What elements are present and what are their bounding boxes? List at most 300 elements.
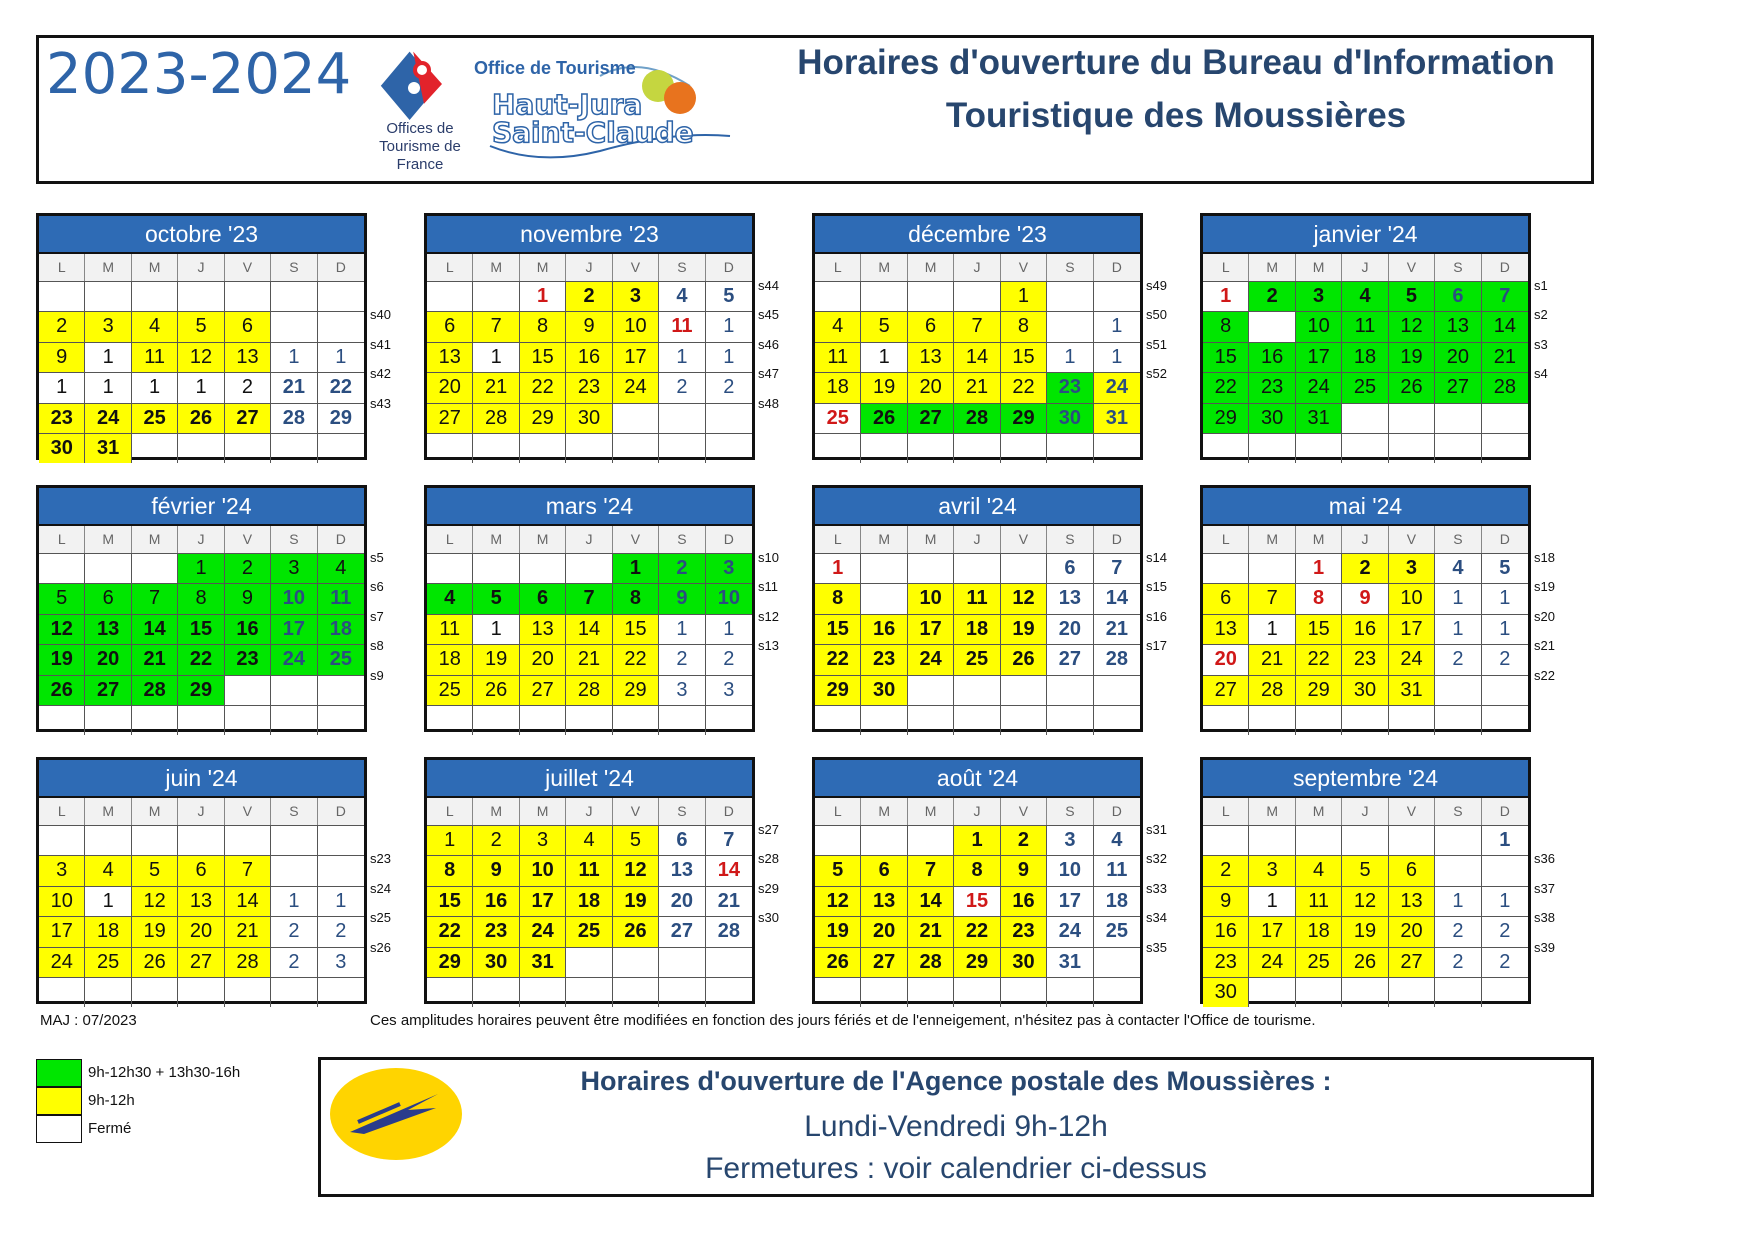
day-cell: 14 <box>1094 584 1140 613</box>
weekday-label: S <box>659 526 705 553</box>
day-cell <box>132 978 178 1007</box>
day-cell: 13 <box>225 343 271 372</box>
day-cell: 24 <box>271 645 317 674</box>
day-cell <box>1249 554 1295 583</box>
day-cell: 15 <box>427 887 473 916</box>
day-cell: 20 <box>1435 343 1481 372</box>
weekday-label: D <box>1111 531 1122 547</box>
week-row <box>39 826 364 856</box>
day-cell: 7 <box>1249 584 1295 613</box>
day-cell <box>706 978 752 1007</box>
weekday-label: J <box>178 254 224 281</box>
day-cell: 15 <box>1296 615 1342 644</box>
day-cell: 14 <box>225 887 271 916</box>
update-date: MAJ : 07/2023 <box>40 1012 137 1029</box>
day-cell <box>225 434 271 463</box>
day-cell <box>520 706 566 735</box>
day-cell: 7 <box>706 826 752 855</box>
day-cell: 24 <box>1296 373 1342 402</box>
day-cell <box>271 312 317 341</box>
day-cell: 3 <box>520 826 566 855</box>
day-cell <box>1296 706 1342 735</box>
day-cell: 28 <box>132 676 178 705</box>
day-cell: 6 <box>861 856 907 885</box>
page-title-line2: Touristique des Moussières <box>945 96 1407 135</box>
weekday-label: M <box>520 526 566 553</box>
day-cell <box>659 706 705 735</box>
day-cell: 5 <box>1482 554 1528 583</box>
day-cell: 3 <box>659 676 705 705</box>
day-cell: 2 <box>271 917 317 946</box>
day-cell: 22 <box>520 373 566 402</box>
day-cell: 12 <box>178 343 224 372</box>
day-cell: 24 <box>520 917 566 946</box>
day-cell <box>566 434 612 463</box>
day-cell: 4 <box>85 856 131 885</box>
day-cell: 13 <box>520 615 566 644</box>
month-calendar <box>812 213 1143 460</box>
week-number: s52 <box>1146 366 1167 382</box>
day-cell <box>1094 282 1140 311</box>
day-cell: 10 <box>520 856 566 885</box>
day-cell <box>861 978 907 1007</box>
day-cell <box>132 554 178 583</box>
day-cell: 13 <box>861 887 907 916</box>
day-cell: 22 <box>613 645 659 674</box>
day-cell: 13 <box>178 887 224 916</box>
day-cell <box>1249 706 1295 735</box>
day-cell <box>706 434 752 463</box>
week-row <box>1203 584 1528 614</box>
day-cell: 1 <box>473 343 519 372</box>
day-cell: 20 <box>1203 645 1249 674</box>
day-cell: 22 <box>178 645 224 674</box>
week-row <box>1203 856 1528 886</box>
day-cell: 1 <box>659 343 705 372</box>
day-cell: 12 <box>39 615 85 644</box>
day-cell: 6 <box>1047 554 1093 583</box>
day-cell: 13 <box>1435 312 1481 341</box>
weekday-label: V <box>1001 798 1047 825</box>
day-cell: 3 <box>1389 554 1435 583</box>
day-cell: 25 <box>815 404 861 433</box>
day-cell: 17 <box>1047 887 1093 916</box>
day-cell <box>954 978 1000 1007</box>
week-row <box>39 404 364 434</box>
weekday-label: V <box>613 254 659 281</box>
week-row <box>1203 948 1528 978</box>
day-cell <box>1482 434 1528 463</box>
weekday-label: D <box>335 531 346 547</box>
day-cell <box>271 706 317 735</box>
day-cell <box>1342 706 1388 735</box>
weekday-label: S <box>271 798 317 825</box>
day-cell <box>1047 676 1093 705</box>
day-cell <box>178 826 224 855</box>
week-row <box>1203 554 1528 584</box>
week-number: s45 <box>758 307 779 323</box>
weekday-label: L <box>815 798 861 825</box>
day-cell <box>318 676 364 705</box>
day-cell <box>271 434 317 463</box>
day-cell: 8 <box>1203 312 1249 341</box>
day-cell <box>39 826 85 855</box>
month-calendar <box>424 757 755 1004</box>
week-row <box>1203 826 1528 856</box>
day-cell: 7 <box>132 584 178 613</box>
day-cell <box>1047 282 1093 311</box>
day-cell: 21 <box>1094 615 1140 644</box>
weekday-label: J <box>954 254 1000 281</box>
day-cell: 9 <box>39 343 85 372</box>
week-number: s36 <box>1534 851 1555 867</box>
day-cell <box>1296 978 1342 1007</box>
week-number: s30 <box>758 910 779 926</box>
day-cell <box>1296 826 1342 855</box>
day-cell: 10 <box>1296 312 1342 341</box>
day-cell: 2 <box>659 373 705 402</box>
day-cell <box>908 978 954 1007</box>
weekday-header <box>815 526 1140 554</box>
day-cell: 28 <box>954 404 1000 433</box>
day-cell <box>132 706 178 735</box>
day-cell: 23 <box>1249 373 1295 402</box>
weekday-label: M <box>520 798 566 825</box>
day-cell: 4 <box>1435 554 1481 583</box>
weekday-label: S <box>659 798 705 825</box>
day-cell: 29 <box>1296 676 1342 705</box>
day-cell: 21 <box>1482 343 1528 372</box>
day-cell: 9 <box>566 312 612 341</box>
day-cell: 13 <box>1203 615 1249 644</box>
day-cell: 27 <box>1047 645 1093 674</box>
weekday-label: J <box>566 798 612 825</box>
week-number: s15 <box>1146 579 1167 595</box>
day-cell <box>225 826 271 855</box>
day-cell: 16 <box>566 343 612 372</box>
day-cell <box>318 826 364 855</box>
day-cell <box>1047 434 1093 463</box>
week-number: s41 <box>370 336 391 352</box>
day-cell: 21 <box>271 373 317 402</box>
offices-de-tourisme-logo <box>370 48 480 120</box>
day-cell: 20 <box>659 887 705 916</box>
day-cell <box>1389 826 1435 855</box>
day-cell: 11 <box>566 856 612 885</box>
weekday-label: V <box>225 254 271 281</box>
day-cell: 8 <box>815 584 861 613</box>
day-cell: 20 <box>427 373 473 402</box>
week-number: s12 <box>758 608 779 624</box>
month-title: février '24 <box>39 488 364 526</box>
day-cell: 18 <box>1296 917 1342 946</box>
day-cell: 1 <box>1482 826 1528 855</box>
day-cell: 1 <box>318 887 364 916</box>
weekday-header <box>427 254 752 282</box>
day-cell: 5 <box>706 282 752 311</box>
day-cell <box>271 676 317 705</box>
day-cell: 6 <box>659 826 705 855</box>
day-cell <box>1389 404 1435 433</box>
day-cell: 20 <box>1047 615 1093 644</box>
day-cell: 24 <box>85 404 131 433</box>
day-cell: 30 <box>1203 978 1249 1007</box>
week-number: s5 <box>370 550 384 565</box>
week-number: s29 <box>758 880 779 896</box>
day-cell: 30 <box>1047 404 1093 433</box>
day-cell <box>1249 978 1295 1007</box>
day-cell: 17 <box>1296 343 1342 372</box>
day-cell <box>1435 404 1481 433</box>
day-cell <box>815 434 861 463</box>
day-cell <box>39 706 85 735</box>
week-number: s10 <box>758 550 779 565</box>
month-calendar <box>424 213 755 460</box>
weekday-label: L <box>427 798 473 825</box>
weekday-label: L <box>1203 526 1249 553</box>
day-cell <box>225 676 271 705</box>
day-cell <box>908 554 954 583</box>
day-cell <box>1482 676 1528 705</box>
weekday-label: V <box>613 798 659 825</box>
day-cell: 7 <box>1094 554 1140 583</box>
day-cell: 5 <box>1389 282 1435 311</box>
day-cell: 20 <box>520 645 566 674</box>
day-cell <box>427 706 473 735</box>
week-row <box>39 434 364 463</box>
day-cell: 2 <box>1482 948 1528 977</box>
day-cell <box>225 282 271 311</box>
day-cell: 1 <box>1001 282 1047 311</box>
day-cell: 21 <box>473 373 519 402</box>
week-number: s33 <box>1146 880 1167 896</box>
weekday-label: V <box>225 798 271 825</box>
day-cell: 12 <box>815 887 861 916</box>
day-cell: 10 <box>908 584 954 613</box>
week-row <box>427 948 752 978</box>
weekday-label: M <box>1296 526 1342 553</box>
day-cell <box>1342 978 1388 1007</box>
day-cell: 3 <box>318 948 364 977</box>
day-cell <box>473 978 519 1007</box>
day-cell: 18 <box>815 373 861 402</box>
day-cell <box>318 706 364 735</box>
day-cell: 5 <box>473 584 519 613</box>
weekday-label: V <box>1389 798 1435 825</box>
week-row <box>815 554 1140 584</box>
day-cell: 31 <box>1389 676 1435 705</box>
legend-swatch-green <box>36 1059 82 1087</box>
day-cell: 5 <box>178 312 224 341</box>
day-cell: 4 <box>427 584 473 613</box>
day-cell: 21 <box>706 887 752 916</box>
week-row <box>39 373 364 403</box>
day-cell: 16 <box>1001 887 1047 916</box>
day-cell: 25 <box>1296 948 1342 977</box>
day-cell: 18 <box>85 917 131 946</box>
week-number: s2 <box>1534 307 1548 323</box>
day-cell: 10 <box>39 887 85 916</box>
day-cell <box>1482 404 1528 433</box>
week-row <box>427 917 752 947</box>
day-cell: 25 <box>954 645 1000 674</box>
haut-jura-logo-text: Haut-Jura <box>492 88 643 121</box>
day-cell <box>1389 978 1435 1007</box>
day-cell <box>1001 978 1047 1007</box>
week-row <box>427 887 752 917</box>
day-cell: 27 <box>1389 948 1435 977</box>
weekday-header <box>815 798 1140 826</box>
day-cell: 18 <box>1094 887 1140 916</box>
day-cell: 25 <box>1342 373 1388 402</box>
week-row <box>39 282 364 312</box>
weekday-label: M <box>85 526 131 553</box>
day-cell: 20 <box>861 917 907 946</box>
weekday-label: M <box>85 254 131 281</box>
week-row <box>427 554 752 584</box>
month-calendar <box>424 485 755 732</box>
day-cell <box>39 978 85 1007</box>
day-cell: 21 <box>1249 645 1295 674</box>
day-cell: 6 <box>85 584 131 613</box>
day-cell <box>1249 434 1295 463</box>
month-title: octobre '23 <box>39 216 364 254</box>
day-cell <box>1001 706 1047 735</box>
day-cell <box>1342 404 1388 433</box>
day-cell <box>39 282 85 311</box>
day-cell <box>1001 676 1047 705</box>
weekday-label: V <box>1001 254 1047 281</box>
day-cell: 14 <box>566 615 612 644</box>
day-cell: 2 <box>706 373 752 402</box>
weekday-label: L <box>1203 798 1249 825</box>
day-cell: 15 <box>178 615 224 644</box>
day-cell <box>1094 978 1140 1007</box>
day-cell: 12 <box>613 856 659 885</box>
day-cell: 23 <box>1203 948 1249 977</box>
day-cell: 3 <box>706 554 752 583</box>
day-cell: 21 <box>908 917 954 946</box>
day-cell: 28 <box>1482 373 1528 402</box>
day-cell: 26 <box>39 676 85 705</box>
day-cell <box>1203 434 1249 463</box>
day-cell: 5 <box>861 312 907 341</box>
day-cell: 9 <box>1001 856 1047 885</box>
day-cell: 8 <box>954 856 1000 885</box>
week-row <box>39 706 364 735</box>
week-row <box>39 917 364 947</box>
week-row <box>427 676 752 706</box>
day-cell <box>1047 978 1093 1007</box>
week-row <box>815 887 1140 917</box>
day-cell: 1 <box>1482 615 1528 644</box>
day-cell: 17 <box>520 887 566 916</box>
day-cell <box>954 554 1000 583</box>
day-cell: 11 <box>1342 312 1388 341</box>
week-row <box>815 917 1140 947</box>
weekday-label: J <box>566 254 612 281</box>
day-cell: 9 <box>225 584 271 613</box>
day-cell: 31 <box>520 948 566 977</box>
week-row <box>39 948 364 978</box>
day-cell: 19 <box>613 887 659 916</box>
day-cell <box>520 554 566 583</box>
saint-claude-logo-text: Saint-Claude <box>492 116 694 149</box>
day-cell: 12 <box>1342 887 1388 916</box>
week-row <box>1203 917 1528 947</box>
day-cell: 1 <box>1094 343 1140 372</box>
weekday-label: J <box>1342 798 1388 825</box>
day-cell: 10 <box>706 584 752 613</box>
week-number: s46 <box>758 336 779 352</box>
day-cell: 29 <box>1001 404 1047 433</box>
weekday-label: D <box>1499 259 1510 275</box>
day-cell: 16 <box>1249 343 1295 372</box>
day-cell: 24 <box>1094 373 1140 402</box>
day-cell <box>1342 434 1388 463</box>
week-row <box>815 373 1140 403</box>
day-cell: 8 <box>520 312 566 341</box>
week-row <box>815 978 1140 1007</box>
weekday-label: L <box>39 526 85 553</box>
day-cell <box>954 434 1000 463</box>
day-cell <box>271 978 317 1007</box>
weekday-label: S <box>659 254 705 281</box>
day-cell: 27 <box>1435 373 1481 402</box>
week-number: s22 <box>1534 667 1555 683</box>
day-cell <box>566 706 612 735</box>
weekday-label: J <box>1342 254 1388 281</box>
day-cell: 30 <box>473 948 519 977</box>
day-cell: 18 <box>566 887 612 916</box>
day-cell: 20 <box>178 917 224 946</box>
weekday-label: M <box>132 798 178 825</box>
week-row <box>1203 978 1528 1007</box>
day-cell <box>427 978 473 1007</box>
day-cell: 1 <box>85 343 131 372</box>
page-title-line1: Horaires d'ouverture du Bureau d'Information <box>797 43 1555 82</box>
day-cell <box>659 434 705 463</box>
week-number: s19 <box>1534 579 1555 595</box>
day-cell <box>613 404 659 433</box>
day-cell: 28 <box>1249 676 1295 705</box>
day-cell: 19 <box>39 645 85 674</box>
weekday-label: M <box>908 254 954 281</box>
day-cell: 27 <box>225 404 271 433</box>
weekday-label: D <box>335 259 346 275</box>
day-cell <box>908 282 954 311</box>
month-title: juin '24 <box>39 760 364 798</box>
day-cell: 9 <box>473 856 519 885</box>
month-title: avril '24 <box>815 488 1140 526</box>
day-cell: 5 <box>613 826 659 855</box>
day-cell: 30 <box>566 404 612 433</box>
disclaimer-note: Ces amplitudes horaires peuvent être modifiées en fonction des jours fériés et de l'enneigement, n'hésitez pas à contacter l'Office de tourisme. <box>370 1012 1316 1029</box>
day-cell: 6 <box>178 856 224 885</box>
day-cell: 6 <box>1389 856 1435 885</box>
weekday-label: D <box>723 803 734 819</box>
day-cell: 29 <box>427 948 473 977</box>
weekday-label: J <box>954 798 1000 825</box>
week-number: s49 <box>1146 278 1167 293</box>
day-cell <box>132 282 178 311</box>
day-cell: 18 <box>1342 343 1388 372</box>
day-cell <box>1249 312 1295 341</box>
day-cell: 1 <box>178 373 224 402</box>
day-cell <box>613 978 659 1007</box>
week-row <box>815 706 1140 735</box>
day-cell <box>1203 554 1249 583</box>
